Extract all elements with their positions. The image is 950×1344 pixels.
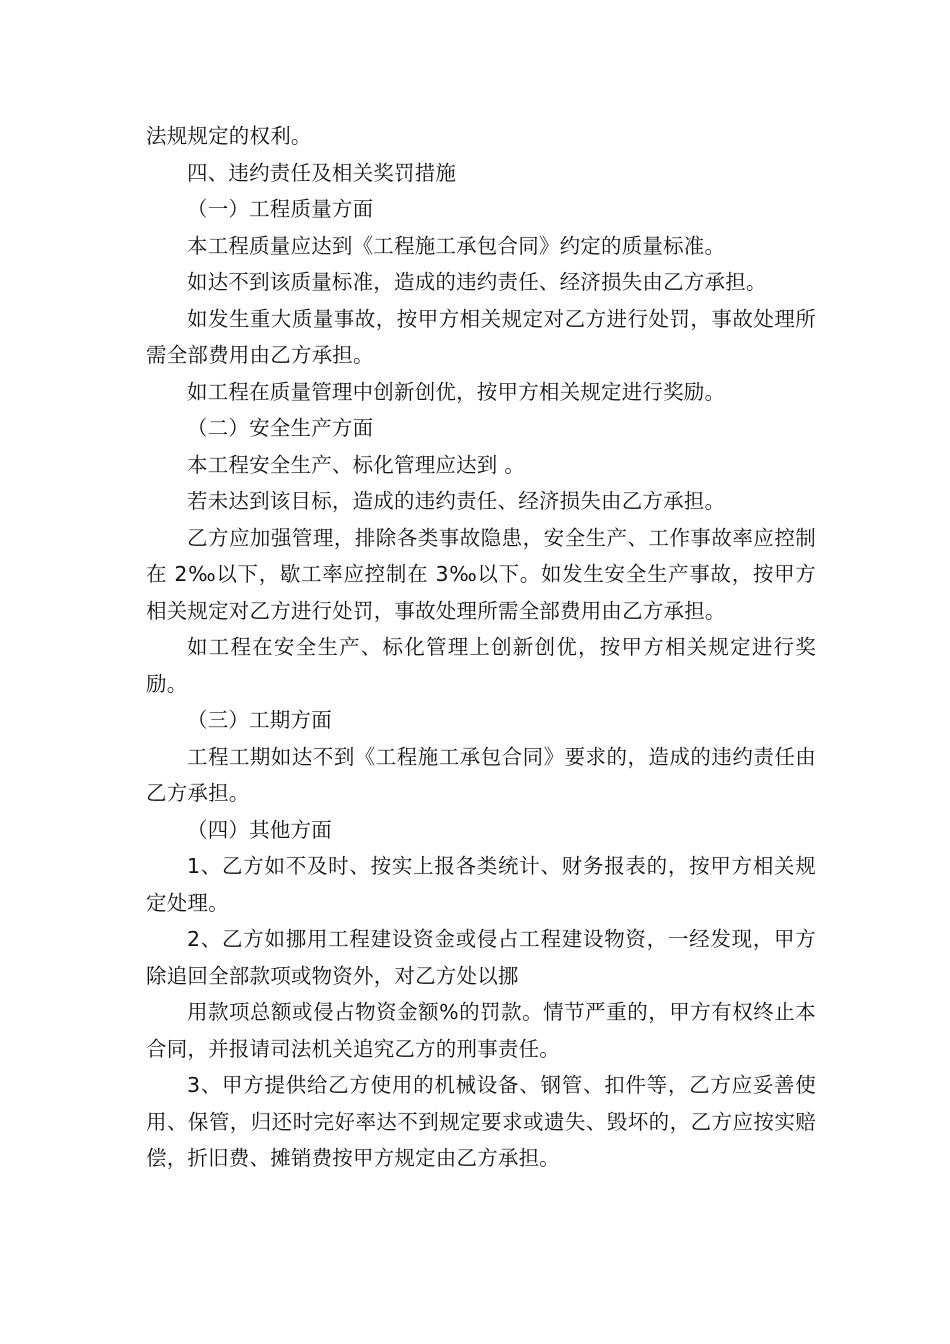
paragraph-other-item-2: 2、乙方如挪用工程建设资金或侵占工程建设物资，一经发现，甲方除追回全部款项或物资外，对乙方处以挪 (146, 927, 816, 988)
paragraph-quality-standard: 本工程质量应达到《工程施工承包合同》约定的质量标准。 (187, 233, 726, 258)
paragraph-quality-accident: 如发生重大质量事故，按甲方相关规定对乙方进行处罚，事故处理所需全部费用由乙方承担。 (146, 306, 816, 367)
paragraph-quality-reward: 如工程在质量管理中创新创优，按甲方相关规定进行奖励。 (187, 379, 726, 404)
paragraph-schedule-breach: 工程工期如达不到《工程施工承包合同》要求的，造成的违约责任由乙方承担。 (146, 744, 816, 805)
document-page (146, 118, 816, 1177)
subsection-heading-other: （四）其他方面 (187, 817, 332, 842)
subsection-heading-quality: （一）工程质量方面 (187, 197, 374, 221)
paragraph-other-item-2-continued: 用款项总额或侵占物资金额%的罚款。情节严重的，甲方有权终止本合同，并报请司法机关追究乙方的刑事责任。 (146, 1000, 816, 1061)
paragraph-other-item-1: 1、乙方如不及时、按实上报各类统计、财务报表的，按甲方相关规定处理。 (146, 854, 816, 915)
paragraph-continuation: 法规规定的权利。 (146, 124, 312, 148)
paragraph-other-item-3: 3、甲方提供给乙方使用的机械设备、钢管、扣件等，乙方应妥善使用、保管，归还时完好率达不到规定要求或遗失、毁坏的，乙方应按实赔偿，折旧费、摊销费按甲方规定由乙方承担。 (146, 1073, 816, 1170)
subsection-heading-safety: （二）安全生产方面 (187, 416, 374, 440)
paragraph-safety-breach: 若未达到该目标，造成的违约责任、经济损失由乙方承担。 (187, 489, 726, 513)
paragraph-safety-target: 本工程安全生产、标化管理应达到 。 (187, 452, 525, 477)
section-heading-4: 四、违约责任及相关奖罚措施 (187, 160, 457, 185)
subsection-heading-schedule: （三）工期方面 (187, 708, 332, 732)
paragraph-safety-management: 乙方应加强管理，排除各类事故隐患，安全生产、工作事故率应控制在 2‰以下，歇工率应控制在 3‰以下。如发生安全生产事故，按甲方相关规定对乙方进行处罚，事故处理所需全部费用由乙方承担。 (146, 525, 816, 623)
paragraph-safety-reward: 如工程在安全生产、标化管理上创新创优，按甲方相关规定进行奖励。 (146, 635, 816, 696)
paragraph-quality-breach: 如达不到该质量标准，造成的违约责任、经济损失由乙方承担。 (187, 270, 767, 294)
